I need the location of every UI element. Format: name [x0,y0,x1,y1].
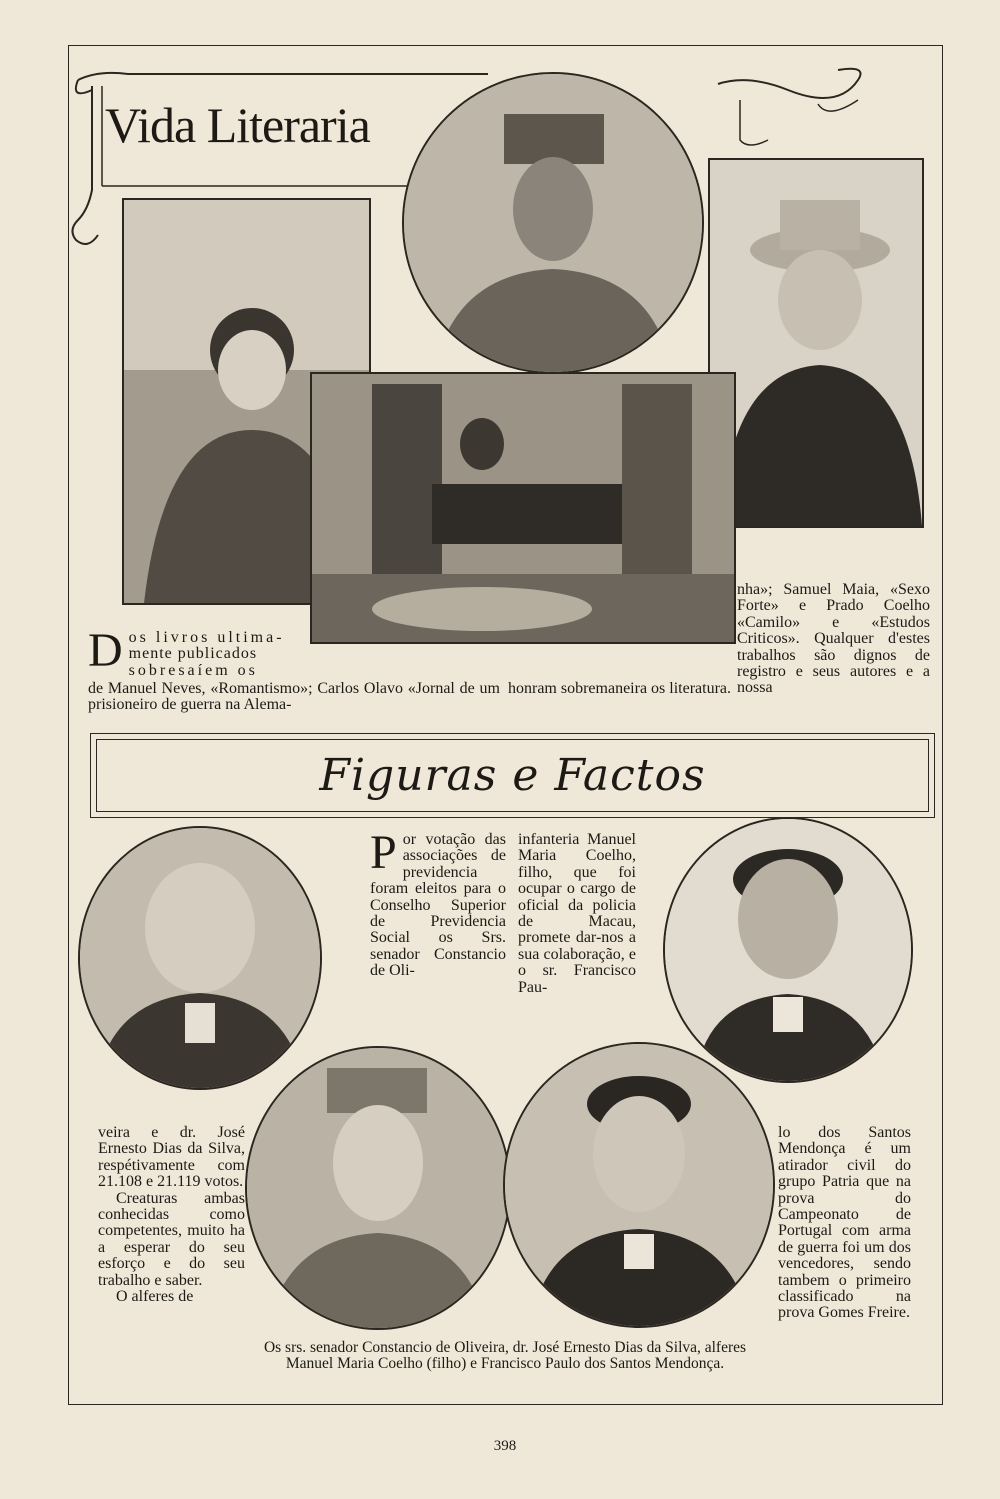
figuras-title: Figuras e Factos [319,750,706,801]
article-figuras-colB [518,832,636,996]
article-line: os livros ultima- [128,629,285,646]
article-paragraph: de Manuel Neves, «Romantismo»; Carlos Olavo «Jornal de um prisioneiro de guerra na Alema- [88,680,500,714]
article-figuras-colA [370,826,506,980]
article-paragraph: infanteria Manuel Maria Coelho, filho, que foi ocupar o cargo de oficial da policia de Macau, promete dar-nos a sua colaboração, e o sr. Francisco Pau- [518,831,636,996]
photo-writer-at-desk [310,372,736,644]
article-paragraph: Creaturas ambas conhecidas como competentes, muito ha a esperar do seu esforço e do seu trabalho e saber. [98,1189,245,1289]
section-title: Vida Literaria [105,97,370,153]
article-figuras-colD [778,1125,911,1322]
dropcap: P [370,826,397,879]
dropcap: D [88,624,123,677]
article-paragraph: veira e dr. José Ernesto Dias da Silva, respétivamente com 21.108 e 21.119 votos. [98,1124,245,1191]
portrait-jose-ernesto-dias-da-silva [503,1042,775,1328]
article-vida-col2 [508,681,736,697]
article-paragraph: nha»; Samuel Maia, «Sexo Forte» e Prado Coelho «Camilo» e «Estudos Criticos». Qualquer d'estes trabalhos são dignos de registro e seus autores e a nossa [737,581,930,697]
article-line: sobresaíem os [128,661,258,679]
article-vida-col1 [88,624,293,679]
article-vida-wide [88,681,500,714]
article-paragraph: honram sobremaneira os literatura. [508,680,732,697]
article-paragraph: lo dos Santos Mendonça é um atirador civil do grupo Patria que na prova do Campeonato de Portugal com arma de guerra foi um dos vencedores, sendo tambem o primeiro classificado na prova Gomes Freire. [778,1124,911,1322]
article-line: mente publicados [128,645,258,663]
photo-caption: Os srs. senador Constancio de Oliveira, dr. José Ernesto Dias da Silva, alferes Manuel Maria Coelho (filho) e Francisco Paulo dos Santos Mendonça. [263,1339,747,1372]
portrait-samuel-maia [708,158,924,528]
article-vida-col3 [737,582,930,697]
article-figuras-colC [98,1125,245,1305]
portrait-manuel-maria-coelho [245,1046,511,1330]
article-paragraph: or votação das associações de previdencia foram eleitos para o Conselho Superior de Previdencia Social os Srs. senador Constancio de Oli- [370,831,506,980]
portrait-officer-top [402,72,704,374]
article-paragraph: O alferes de [116,1288,194,1306]
page-number: 398 [493,1438,517,1454]
figuras-e-factos-banner [90,733,935,818]
